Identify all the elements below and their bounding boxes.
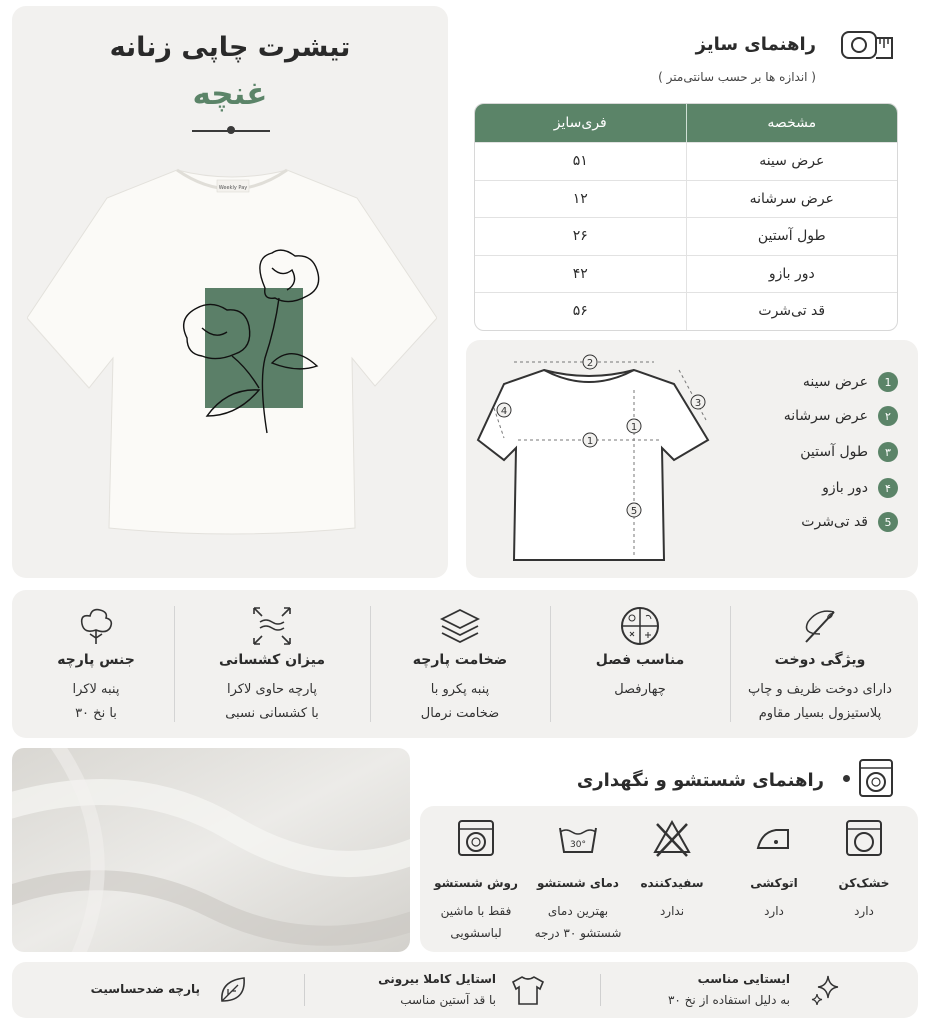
measure-item bbox=[784, 406, 898, 426]
table-cell-value: ۱۲ bbox=[475, 181, 687, 218]
measure-number: ۳ bbox=[878, 442, 898, 462]
measure-number: 5 bbox=[878, 512, 898, 532]
wash-title-dot bbox=[843, 775, 850, 782]
table-cell-label: طول آستین bbox=[757, 228, 826, 245]
table-row bbox=[475, 142, 897, 180]
bottom-divider bbox=[304, 974, 305, 1006]
bottom-sub: با قد آستین مناسب bbox=[400, 993, 496, 1007]
wash-temp-label: 30° bbox=[570, 840, 586, 850]
feature-season bbox=[550, 590, 730, 738]
stretch-arrows-icon bbox=[250, 604, 294, 648]
size-guide-title: راهنمای سایز bbox=[695, 34, 816, 55]
feature-title: ضخامت پارچه bbox=[412, 652, 508, 668]
measure-label: عرض سرشانه bbox=[783, 408, 868, 424]
measure-label: عرض سینه bbox=[802, 374, 868, 390]
measure-number: 1 bbox=[878, 372, 898, 392]
wash-line: لباسشویی bbox=[450, 926, 502, 940]
measuring-tape-icon bbox=[838, 24, 894, 68]
wash-title: سفیدکننده bbox=[640, 876, 704, 890]
size-table-header bbox=[475, 104, 897, 142]
washing-machine-icon bbox=[456, 818, 496, 858]
feature-title: مناسب فصل bbox=[595, 652, 685, 668]
wash-title: خشک‌کن bbox=[838, 876, 890, 890]
neck-label: Weekly Pay bbox=[218, 185, 248, 191]
feature-material bbox=[6, 590, 186, 738]
table-row bbox=[475, 292, 897, 330]
tumble-dry-icon bbox=[844, 818, 884, 858]
table-cell-value: ۵۶ bbox=[475, 293, 687, 330]
measure-number: ۴ bbox=[878, 478, 898, 498]
feature-thickness bbox=[370, 590, 550, 738]
tshirt-image bbox=[27, 158, 437, 538]
season-wheel-icon bbox=[618, 604, 662, 648]
wash-line: دارد bbox=[854, 904, 874, 918]
tshirt-diagram bbox=[474, 348, 734, 574]
bottom-item-standing bbox=[612, 962, 918, 1018]
feature-line: دارای دوخت ظریف و چاپ bbox=[748, 682, 892, 697]
measure-item bbox=[803, 372, 898, 392]
features-panel bbox=[12, 590, 918, 738]
feature-title: ویژگی دوخت bbox=[774, 652, 866, 668]
size-table bbox=[474, 103, 898, 331]
sparkle-icon bbox=[808, 974, 842, 1008]
product-subtitle: غنچه bbox=[192, 76, 268, 112]
wash-item-dryer bbox=[818, 806, 910, 952]
wash-title: روش شستشو bbox=[434, 876, 518, 890]
measure-number: ۲ bbox=[878, 406, 898, 426]
diagram-marker: 1 bbox=[586, 436, 594, 447]
measure-label: قد تی‌شرت bbox=[801, 514, 868, 530]
measure-label: طول آستین bbox=[800, 444, 868, 460]
bottom-title: استایل کاملا بیرونی bbox=[378, 972, 496, 986]
cotton-flower-icon bbox=[74, 604, 118, 648]
table-cell-value: ۴۲ bbox=[475, 256, 687, 293]
feature-divider bbox=[370, 606, 371, 722]
table-row bbox=[475, 217, 897, 255]
leaf-icon bbox=[216, 973, 250, 1007]
feature-divider bbox=[550, 606, 551, 722]
measure-label: دور بازو bbox=[822, 480, 868, 496]
diagram-marker: 2 bbox=[586, 358, 594, 369]
wash-item-iron bbox=[728, 806, 820, 952]
title-divider-dot bbox=[227, 126, 235, 134]
diagram-marker: 1 bbox=[630, 422, 638, 433]
measurement-panel bbox=[466, 340, 918, 578]
no-bleach-icon bbox=[652, 818, 692, 858]
feature-stitching bbox=[730, 590, 910, 738]
wash-line: بهترین دمای bbox=[547, 904, 609, 918]
bottom-divider bbox=[600, 974, 601, 1006]
washing-guide-title: راهنمای شستشو و نگهداری bbox=[576, 770, 824, 791]
table-cell-label: قد تی‌شرت bbox=[758, 303, 826, 320]
fabric-texture-image bbox=[12, 748, 410, 952]
washing-machine-icon bbox=[858, 758, 894, 798]
wash-line: شستشو ۳۰ درجه bbox=[534, 926, 622, 940]
feature-title: میزان کشسانی bbox=[218, 652, 326, 668]
table-row bbox=[475, 180, 897, 218]
feature-line: پنبه پکرو با bbox=[430, 682, 490, 697]
table-row bbox=[475, 255, 897, 293]
fabric-layers-icon bbox=[438, 604, 482, 648]
wash-item-method bbox=[430, 806, 522, 952]
wash-item-temperature bbox=[532, 806, 624, 952]
needle-thread-icon bbox=[798, 604, 842, 648]
size-table-header-spec: مشخصه bbox=[767, 115, 817, 131]
product-title: تیشرت چاپی زنانه bbox=[109, 32, 351, 63]
wash-line: ندارد bbox=[659, 904, 685, 918]
wash-temperature-icon bbox=[558, 818, 598, 858]
feature-line: با کشسانی نسبی bbox=[225, 706, 319, 721]
iron-icon bbox=[754, 818, 794, 858]
bottom-item-allergy bbox=[12, 962, 304, 1018]
washing-panel bbox=[420, 806, 918, 952]
measure-item bbox=[801, 512, 898, 532]
wash-title: دمای شستشو bbox=[537, 876, 619, 890]
size-guide-note: ( اندازه ها بر حسب سانتی‌متر ) bbox=[658, 70, 816, 84]
feature-line: پنبه لاکرا bbox=[72, 682, 120, 697]
product-panel bbox=[12, 6, 448, 578]
wash-line: دارد bbox=[764, 904, 784, 918]
bottom-sub: به دلیل استفاده از نخ ۳۰ bbox=[667, 993, 790, 1007]
measure-item bbox=[822, 478, 898, 498]
feature-line: پلاستیزول بسیار مقاوم bbox=[758, 706, 882, 721]
wash-line: فقط با ماشین bbox=[440, 904, 512, 918]
bottom-title: پارچه ضدحساسیت bbox=[90, 982, 200, 996]
table-cell-label: عرض سینه bbox=[759, 153, 825, 170]
feature-line: با نخ ۳۰ bbox=[75, 706, 117, 721]
table-cell-value: ۲۶ bbox=[475, 218, 687, 255]
diagram-marker: 5 bbox=[630, 506, 638, 517]
feature-title: جنس پارچه bbox=[57, 652, 135, 668]
table-cell-value: ۵۱ bbox=[475, 143, 687, 180]
measure-item bbox=[800, 442, 898, 462]
bottom-title: ایستایی مناسب bbox=[697, 972, 790, 986]
table-cell-label: عرض سرشانه bbox=[749, 190, 834, 207]
feature-line: چهارفصل bbox=[614, 682, 666, 697]
wash-item-bleach bbox=[626, 806, 718, 952]
feature-line: پارچه حاوی لاکرا bbox=[227, 682, 317, 697]
feature-stretch bbox=[182, 590, 362, 738]
feature-divider bbox=[730, 606, 731, 722]
bottom-item-style bbox=[312, 962, 600, 1018]
size-table-header-size: فری‌سایز bbox=[475, 104, 687, 142]
diagram-marker: 3 bbox=[694, 398, 702, 409]
diagram-marker: 4 bbox=[500, 406, 508, 417]
bottom-features-bar bbox=[12, 962, 918, 1018]
feature-line: ضخامت نرمال bbox=[420, 706, 500, 721]
tshirt-outline-icon bbox=[510, 974, 546, 1006]
wash-title: اتوکشی bbox=[750, 876, 798, 890]
table-cell-label: دور بازو bbox=[768, 265, 815, 282]
